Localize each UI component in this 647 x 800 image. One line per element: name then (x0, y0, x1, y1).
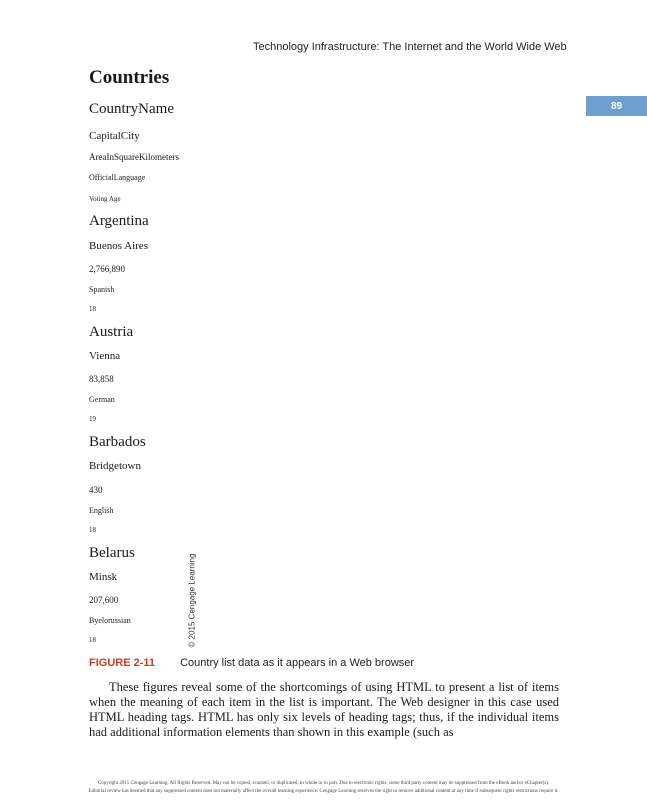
figure-caption-text: Country list data as it appears in a Web browser (180, 657, 415, 669)
voting-age: 18 (89, 305, 96, 313)
voting-age: 19 (89, 415, 96, 423)
area-km2: 83,858 (89, 374, 114, 384)
page-number-tab (586, 96, 647, 116)
figure-caption-label: FIGURE 2-11 (89, 657, 156, 669)
page-number: 89 (610, 100, 623, 112)
copyright-line-1: Copyright 2015 Cengage Learning. All Rights Reserved. May not be copied, scanned, or duplicated, in whole or in part. Due to electronic rights, some third party content may be suppressed from the eBook and/or eChapter(s). (97, 781, 550, 786)
capital-city: Minsk (89, 571, 118, 583)
copyright-line-2: Editorial review has deemed that any suppressed content does not materially affect the overall learning experience. Cengage Learning reserves the right to remove additional content at any time if subsequent rights restrictions require it. (88, 789, 559, 794)
header-area: AreaInSquareKilometers (89, 152, 179, 162)
figure-caption (89, 657, 414, 669)
country-name: Barbados (89, 434, 146, 450)
official-language: Spanish (89, 285, 115, 294)
figure-heading: Countries (89, 67, 170, 88)
header-language: OfficialLanguage (89, 173, 146, 182)
official-language: German (89, 395, 115, 404)
header-country-name: CountryName (89, 101, 174, 117)
area-km2: 207,600 (89, 595, 119, 605)
country-name: Austria (89, 324, 134, 340)
area-km2: 430 (89, 485, 103, 495)
capital-city: Bridgetown (89, 460, 141, 472)
figure-credit: © 2015 Cengage Learning (187, 553, 197, 648)
header-capital-city: CapitalCity (89, 130, 140, 142)
body-paragraph: These figures reveal some of the shortcomings of using HTML to present a list of items when the meaning of each item in the list is important. The Web designer in this case used HTML heading tags. HTML has only six levels of heading tags; thus, if the individual items had additional information elements than shown in this example (such as (89, 680, 559, 739)
country-name: Argentina (89, 213, 149, 229)
capital-city: Buenos Aires (89, 240, 148, 252)
official-language: English (89, 506, 114, 515)
header-voting-age: Voting Age (89, 195, 121, 203)
running-head: Technology Infrastructure: The Internet and the World Wide Web (253, 41, 567, 53)
area-km2: 2,766,890 (89, 264, 125, 274)
voting-age: 18 (89, 636, 96, 644)
capital-city: Vienna (89, 350, 121, 362)
voting-age: 18 (89, 526, 96, 534)
body-text (89, 680, 559, 740)
official-language: Byelorussian (89, 616, 131, 625)
country-name: Belarus (89, 545, 135, 561)
